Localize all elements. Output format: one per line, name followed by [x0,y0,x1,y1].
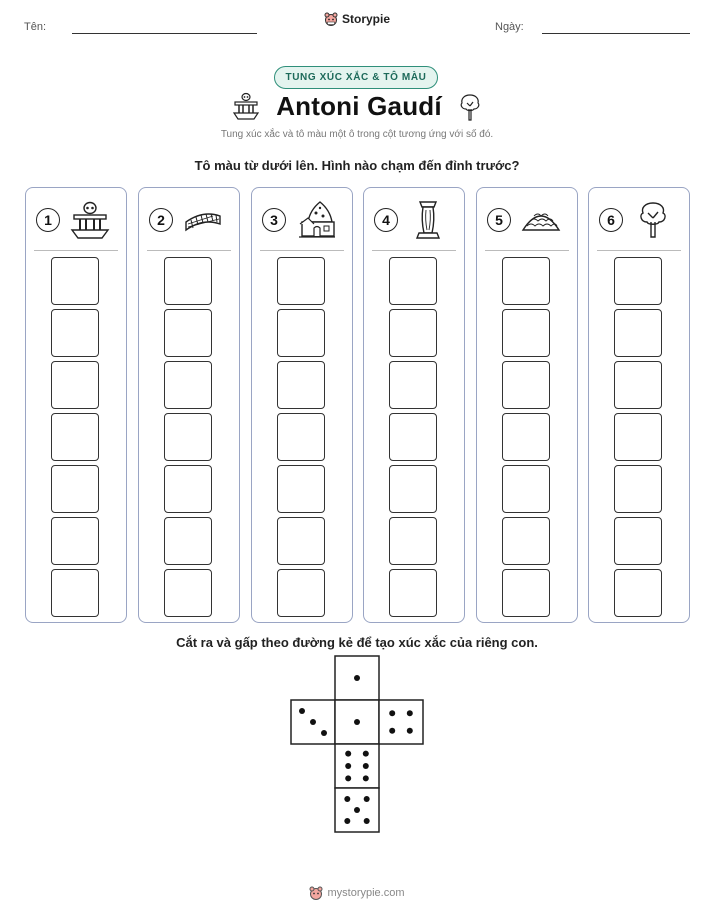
cut-instruction: Cắt ra và gấp theo đường kẻ để tạo xúc xắc của riêng con. [176,635,538,650]
instruction: Tô màu từ dưới lên. Hình nào chạm đến đỉnh trước? [194,158,520,173]
die-pip [345,751,351,757]
die-face-5 [335,744,379,788]
die-pip [344,796,350,802]
activity-tag: TUNG XÚC XẮC & TÔ MÀU [274,66,438,89]
column-number: 3 [262,208,286,232]
die-pip [364,796,370,802]
die-pip [389,728,395,734]
die-pip [299,708,305,714]
die-pip [310,719,316,725]
die-pip [363,775,369,781]
column-number: 1 [36,208,60,232]
page-title: Antoni Gaudí [276,91,442,121]
footer-url: mystorypie.com [327,887,405,899]
brand-name: Storypie [341,12,390,26]
die-pip [364,818,370,824]
column-number: 4 [374,208,398,232]
die-pip [354,675,360,681]
date-label: Ngày: [495,21,524,33]
die-pip [407,710,413,716]
die-pip [363,751,369,757]
column-number: 6 [599,208,623,232]
footer [0,886,714,900]
die-pip [344,818,350,824]
column-number: 5 [487,208,511,232]
column-number: 2 [149,208,173,232]
die-pip [389,710,395,716]
subtitle: Tung xúc xắc và tô màu một ô trong cột tương ứng với số đó. [220,129,494,140]
die-pip [345,763,351,769]
die-face-4 [379,700,423,744]
die-pip [321,730,327,736]
name-label: Tên: [24,21,47,33]
die-pip [345,775,351,781]
storypie-logo-icon [309,886,323,900]
die-pip [363,763,369,769]
die-pip [407,728,413,734]
die-pip [354,807,360,813]
die-pip [354,719,360,725]
